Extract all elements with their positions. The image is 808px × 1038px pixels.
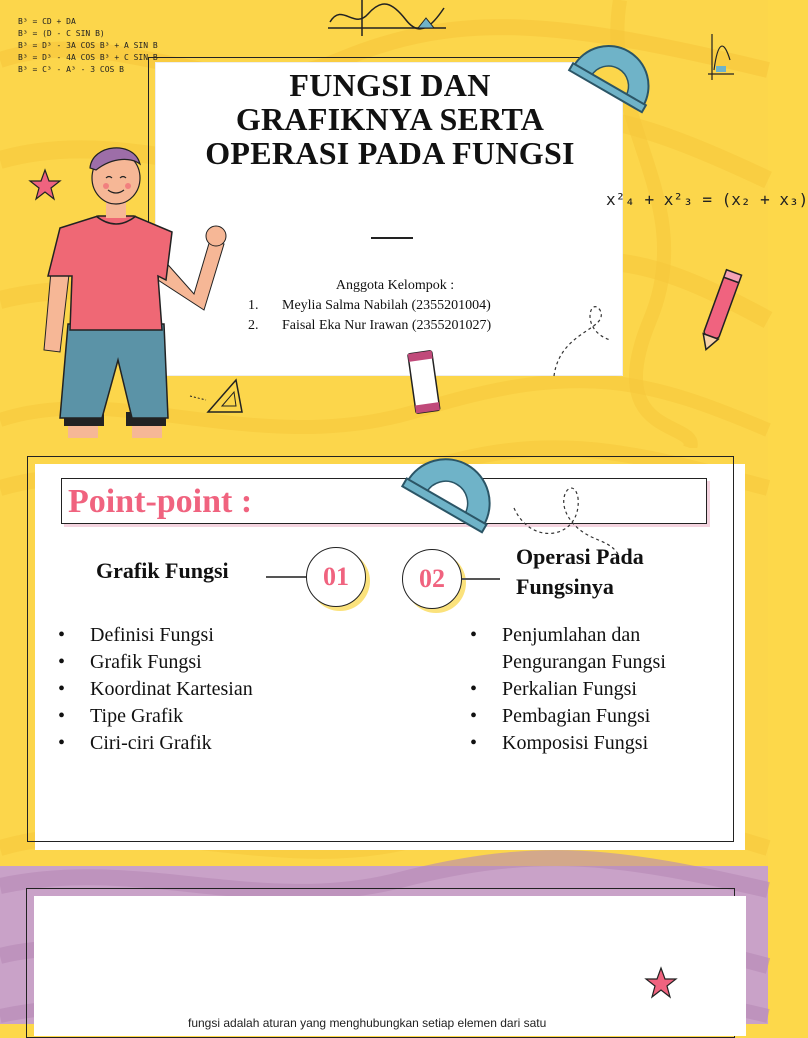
divider <box>371 237 413 239</box>
formula-right: x²₄ + x²₃ = (x₂ + x₃) <box>606 190 808 209</box>
number-badge-02: 02 <box>402 549 462 609</box>
number-badge-01: 01 <box>306 547 366 607</box>
points-title: Point-point : <box>68 483 253 520</box>
list-item: • Ciri-ciri Grafik <box>58 730 358 757</box>
member-number: 1. <box>248 298 259 313</box>
right-bullet-list <box>470 622 710 757</box>
list-item: • Tipe Grafik <box>58 703 358 730</box>
slide-title-text: FUNGSI DAN GRAFIKNYA SERTA OPERASI PADA FUNGSI <box>205 67 575 171</box>
formula-block <box>18 16 158 76</box>
list-item: • Pembagian Fungsi <box>470 703 710 730</box>
person-illustration <box>34 140 234 440</box>
member-item <box>240 296 540 316</box>
slide-title <box>0 0 808 448</box>
slide-definition <box>0 866 768 1030</box>
connector-line <box>462 578 500 580</box>
list-item: • Definisi Fungsi <box>58 622 358 649</box>
formula-line: B³ = D³ - 4A COS B³ + C SIN B <box>18 53 158 62</box>
connector-line <box>266 576 306 578</box>
left-bullet-list <box>58 622 358 757</box>
member-name: Meylia Salma Nabilah (2355201004) <box>282 298 491 313</box>
member-item <box>240 316 540 336</box>
graph-doodle-icon <box>322 0 452 40</box>
definition-text: fungsi adalah aturan yang menghubungkan setiap elemen dari satu <box>188 1016 547 1030</box>
right-heading: Operasi Pada Fungsinya <box>516 544 644 599</box>
formula-line: B³ = (D - C SIN B) <box>18 29 105 38</box>
left-heading: Grafik Fungsi <box>96 558 229 583</box>
list-item: • Komposisi Fungsi <box>470 730 710 757</box>
definition-card <box>34 896 746 1036</box>
pencil-icon <box>700 266 740 356</box>
members-block <box>240 276 540 336</box>
eraser-icon <box>404 348 444 418</box>
list-item: • Grafik Fungsi <box>58 649 358 676</box>
list-item: • Perkalian Fungsi <box>470 676 710 703</box>
function-graph-icon <box>706 30 736 84</box>
dotted-loop <box>550 300 630 380</box>
formula-line: B³ = C³ - A³ - 3 COS B <box>18 65 124 74</box>
member-name: Faisal Eka Nur Irawan (2355201027) <box>282 318 492 333</box>
formula-line: B³ = D³ - 3A COS B³ + A SIN B <box>18 41 158 50</box>
members-heading: Anggota Kelompok : <box>335 278 455 293</box>
protractor-icon <box>400 444 510 534</box>
star-icon <box>644 966 678 1000</box>
list-item: • Koordinat Kartesian <box>58 676 358 703</box>
formula-line: B³ = CD + DA <box>18 17 76 26</box>
list-item: • Penjumlahan dan Pengurangan Fungsi <box>470 622 710 676</box>
protractor-icon <box>566 28 666 118</box>
member-number: 2. <box>248 318 259 333</box>
